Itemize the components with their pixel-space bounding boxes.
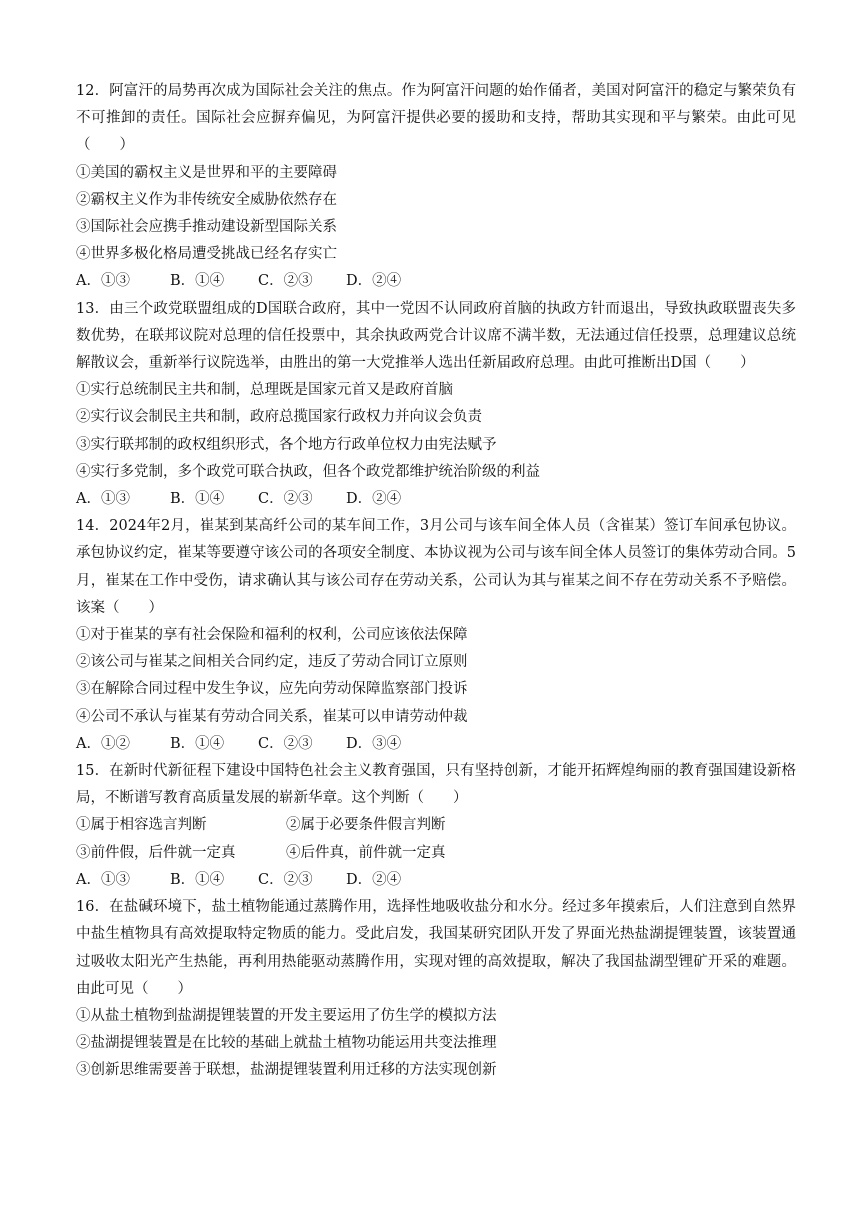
statement-4: ④实行多党制，多个政党可联合执政，但各个政党都维护统治阶级的利益 — [76, 463, 540, 480]
question-stem: 14．2024年2月，崔某到某高纤公司的某车间工作，3月公司与该车间全体人员（含崔某）签订车间承包协议。承包协议约定，崔某等要遵守该公司的各项安全制度、本协议视为公司与该车间全体人员签订的集体劳动合同。5月，崔某在工作中受伤，请求确认其与该公司存在劳动关系，公司认为其与崔某之间不存在劳动关系不予赔偿。该案（ ） — [76, 518, 796, 616]
option-a: A．①② — [76, 735, 130, 752]
statement-4: ④世界多极化格局遭受挑战已经名存实亡 — [76, 246, 337, 263]
option-a: A．①③ — [76, 491, 130, 508]
statement-2: ②实行议会制民主共和制，政府总揽国家行政权力并向议会负责 — [76, 409, 482, 426]
answer-options — [76, 486, 796, 513]
option-c: C．②③ — [258, 871, 313, 888]
option-a: A．①③ — [76, 273, 130, 290]
statement-2: ②属于必要条件假言判断 — [286, 817, 446, 834]
question-stem: 13．由三个政党联盟组成的D国联合政府，其中一党因不认同政府首脑的执政方针而退出，导致执政联盟丧失多数优势，在联邦议院对总理的信任投票中，其余执政两党合计议席不满半数，无法通过信任投票，总理建议总统解散议会，重新举行议院选举，由胜出的第一大党推举人选出任新届政府总理。由此可推断出D国（ ） — [76, 300, 796, 372]
statement-1: ①属于相容选言判断 — [76, 817, 207, 834]
statement-row — [76, 840, 796, 867]
statement-2: ②盐湖提锂装置是在比较的基础上就盐土植物功能运用共变法推理 — [76, 1035, 497, 1052]
statement-2: ②该公司与崔某之间相关合同约定，违反了劳动合同订立原则 — [76, 654, 468, 671]
statement-1: ①美国的霸权主义是世界和平的主要障碍 — [76, 164, 337, 181]
statement-3: ③实行联邦制的政权组织形式，各个地方行政单位权力由宪法赋予 — [76, 436, 497, 453]
option-d: D．②④ — [346, 273, 402, 290]
statement-4: ④后件真，前件就一定真 — [286, 844, 446, 861]
statement-4: ④公司不承认与崔某有劳动合同关系，崔某可以申请劳动仲裁 — [76, 708, 468, 725]
statement-1: ①实行总统制民主共和制，总理既是国家元首又是政府首脑 — [76, 382, 453, 399]
option-c: C．②③ — [258, 491, 313, 508]
option-b: B．①④ — [170, 273, 225, 290]
statement-3: ③前件假，后件就一定真 — [76, 844, 236, 861]
question-13 — [76, 296, 796, 514]
option-c: C．②③ — [258, 735, 313, 752]
statement-2: ②霸权主义作为非传统安全威胁依然存在 — [76, 191, 337, 208]
question-14 — [76, 513, 796, 758]
question-stem: 15．在新时代新征程下建设中国特色社会主义教育强国，只有坚持创新，才能开拓辉煌绚丽的教育强国建设新格局，不断谱写教育高质量发展的崭新华章。这个判断（ ） — [76, 763, 796, 807]
answer-options — [76, 268, 796, 295]
statement-3: ③国际社会应携手推动建设新型国际关系 — [76, 219, 337, 236]
question-stem: 16．在盐碱环境下，盐土植物能通过蒸腾作用，选择性地吸收盐分和水分。经过多年摸索后，人们注意到自然界中盐生植物具有高效提取特定物质的能力。受此启发，我国某研究团队开发了界面光热盐湖提锂装置，该装置通过吸收太阳光产生热能，再利用热能驱动蒸腾作用，实现对锂的高效提取，解决了我国盐湖型锂矿开采的难题。由此可见（ ） — [76, 899, 796, 997]
question-12 — [76, 78, 796, 296]
answer-options — [76, 867, 796, 894]
answer-options — [76, 731, 796, 758]
option-b: B．①④ — [170, 491, 225, 508]
statement-1: ①从盐土植物到盐湖提锂装置的开发主要运用了仿生学的模拟方法 — [76, 1007, 497, 1024]
exam-page — [76, 78, 796, 1085]
statement-3: ③创新思维需要善于联想，盐湖提锂装置利用迁移的方法实现创新 — [76, 1062, 497, 1079]
question-stem: 12．阿富汗的局势再次成为国际社会关注的焦点。作为阿富汗问题的始作俑者，美国对阿富汗的稳定与繁荣负有不可推卸的责任。国际社会应摒弃偏见，为阿富汗提供必要的援助和支持，帮助其实现和平与繁荣。由此可见（ ） — [76, 83, 796, 154]
option-b: B．①④ — [170, 735, 225, 752]
option-a: A．①③ — [76, 871, 130, 888]
option-c: C．②③ — [258, 273, 313, 290]
option-d: D．③④ — [346, 735, 402, 752]
option-d: D．②④ — [346, 491, 402, 508]
option-b: B．①④ — [170, 871, 225, 888]
statement-1: ①对于崔某的享有社会保险和福利的权利，公司应该依法保障 — [76, 627, 468, 644]
statement-row — [76, 812, 796, 839]
question-16 — [76, 894, 796, 1084]
option-d: D．②④ — [346, 871, 402, 888]
statement-3: ③在解除合同过程中发生争议，应先向劳动保障监察部门投诉 — [76, 681, 468, 698]
question-15 — [76, 758, 796, 894]
